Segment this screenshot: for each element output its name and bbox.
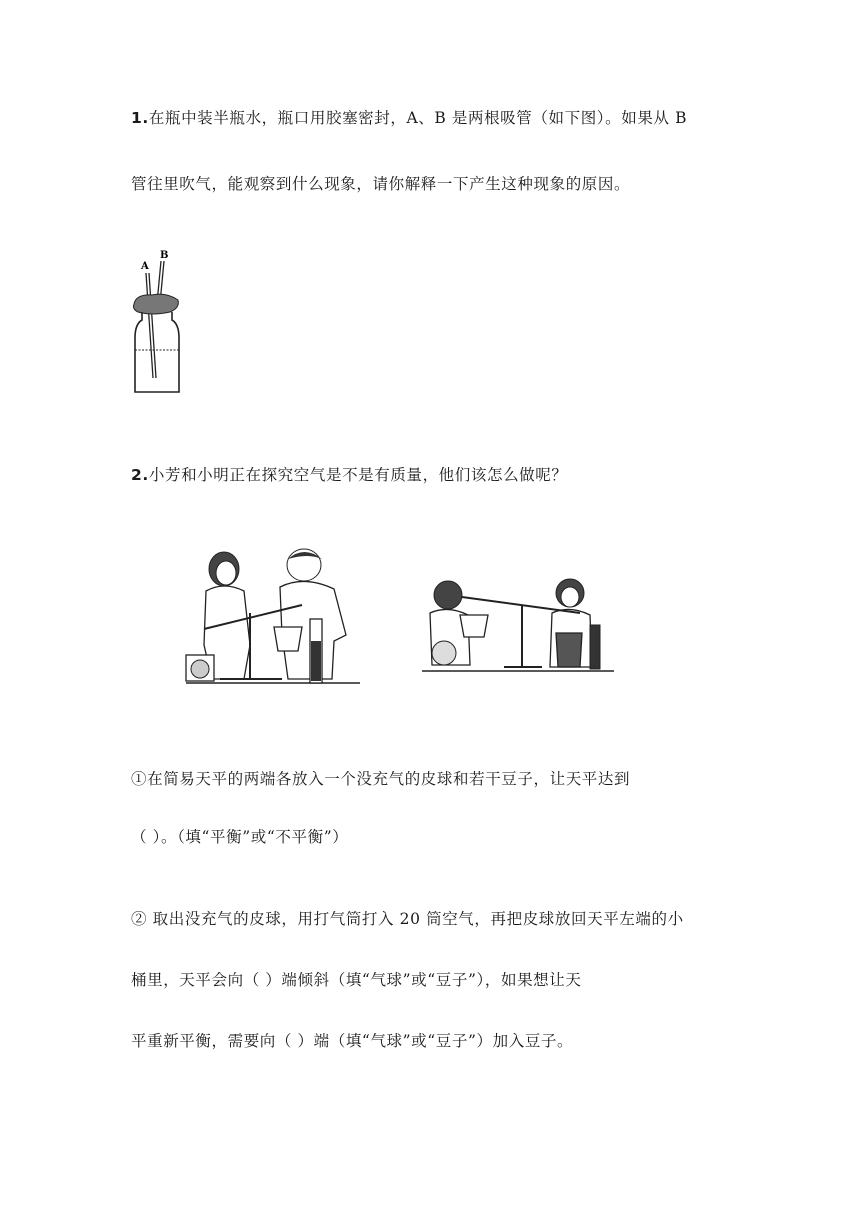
bottle-body bbox=[135, 312, 179, 392]
straw-label-b: B bbox=[160, 250, 169, 261]
experiment-figure-left bbox=[184, 545, 362, 687]
q1-line1 bbox=[131, 106, 687, 128]
girl-boy-balance-drawing bbox=[184, 545, 362, 687]
straw-label-a: A bbox=[141, 261, 149, 272]
q1-number: 1. bbox=[131, 109, 149, 127]
experiment-figure-right bbox=[420, 575, 616, 675]
bottle-figure bbox=[126, 246, 196, 398]
q2-sub2-line1: ② 取出没充气的皮球，用打气筒打入 20 筒空气，再把皮球放回天平左端的小 bbox=[131, 910, 684, 928]
bottle-drawing bbox=[126, 246, 196, 398]
q1-text-line1: 在瓶中装半瓶水，瓶口用胶塞密封，A、B 是两根吸管（如下图）。如果从 B bbox=[148, 109, 688, 127]
q2-number: 2. bbox=[131, 466, 149, 484]
rubber-stopper bbox=[134, 294, 179, 314]
q1-line2: 管往里吹气，能观察到什么现象，请你解释一下产生这种现象的原因。 bbox=[131, 175, 631, 193]
q2-intro-line bbox=[131, 463, 567, 485]
q2-intro: 小芳和小明正在探究空气是不是有质量，他们该怎么做呢？ bbox=[148, 466, 568, 484]
boy-girl-balance-drawing bbox=[420, 575, 616, 675]
q2-sub2-line3: 平重新平衡，需要向（ ）端（填“气球”或“豆子”）加入豆子。 bbox=[131, 1032, 574, 1050]
q2-sub1-line1: ①在简易天平的两端各放入一个没充气的皮球和若干豆子，让天平达到 bbox=[131, 770, 631, 788]
q2-sub1-line2: （ ）。（填“平衡”或“不平衡”） bbox=[131, 828, 349, 846]
q2-sub2-line2: 桶里，天平会向（ ）端倾斜（填“气球”或“豆子”），如果想让天 bbox=[131, 971, 582, 989]
